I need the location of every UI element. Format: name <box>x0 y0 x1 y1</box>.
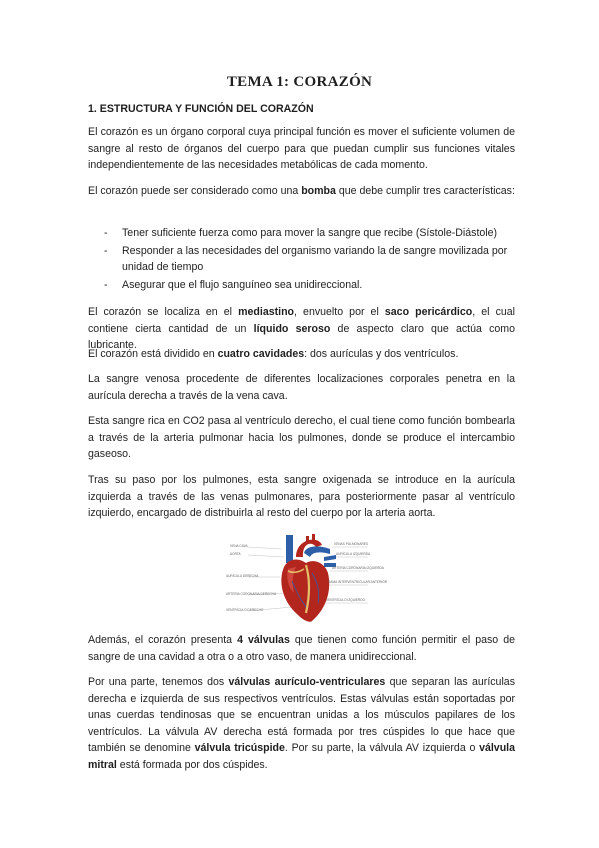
paragraph-valves: Además, el corazón presenta 4 válvulas que tienen como función permitir el paso de sangre de una cavidad a otra o a otro vaso, de manera unidireccional. <box>88 634 516 663</box>
list-item: - Asegurar que el flujo sanguíneo sea unidireccional. <box>104 278 363 291</box>
paragraph-location: El corazón se localiza en el mediastino, envuelto por el saco pericárdico, el cual contiene cierta cantidad de un líquido seroso de aspecto claro que actúa como lubricante. <box>88 306 516 352</box>
label-venas-pulmonares: VENAS PULMONARES <box>334 542 369 546</box>
section-heading: 1. ESTRUCTURA Y FUNCIÓN DEL CORAZÓN <box>88 103 314 115</box>
bold-term: líquido seroso <box>253 322 331 335</box>
label-arteria-coronaria-izquierda: ARTERIA CORONARIA IZQUIERDA <box>332 566 384 570</box>
paragraph-intro: El corazón es un órgano corporal cuya principal función es mover el suficiente volumen de sangre al resto de órganos del cuerpo para que puedan cumplir sus funciones vitales independientemente de las necesidades metabólicas de cada momento. <box>88 126 515 172</box>
label-rama-interventricular: RAMA INTERVENTRICULAR ANTERIOR <box>328 580 388 584</box>
label-arteria-coronaria-derecha: ARTERIA CORONARIA DERECHA <box>226 592 277 596</box>
bold-term: válvula mitral <box>88 742 516 771</box>
label-ventriculo-izquierdo: VENTRÍCULO IZQUIERDO <box>326 598 366 602</box>
bold-term: mediastino <box>238 306 295 318</box>
list-item: - Responder a las necesidades del organismo variando la de sangre movilizada por unidad de tiempo <box>104 244 508 274</box>
label-auricula-izquierda: AURÍCULA IZQUIERDA <box>336 552 371 556</box>
paragraph-bomba: El corazón puede ser considerado como una bomba que debe cumplir tres características: <box>88 185 515 197</box>
heart-illustration <box>226 533 388 625</box>
label-auricula-derecha: AURÍCULA DERECHA <box>226 574 259 578</box>
characteristics-list <box>88 225 515 293</box>
label-vena-cava: VENA CAVA <box>230 544 248 548</box>
page-title: TEMA 1: CORAZÓN <box>226 74 373 90</box>
bold-term: válvulas aurículo-ventriculares <box>228 676 386 688</box>
bold-term: 4 válvulas <box>237 634 290 646</box>
paragraph-lungs: Tras su paso por los pulmones, esta sangre oxigenada se introduce en la aurícula izquierda a través de las venas pulmonares, para posteriormente pasar al ventrículo izquierdo, encargado de distribuirla al resto del cuerpo por la arteria aorta. <box>88 474 515 520</box>
paragraph-cavities: El corazón está dividido en cuatro cavidades: dos aurículas y dos ventrículos. <box>88 348 459 360</box>
paragraph-venous: La sangre venosa procedente de diferentes localizaciones corporales penetra en la aurícula derecha a través de la vena cava. <box>88 373 515 402</box>
paragraph-av-valves: Por una parte, tenemos dos válvulas aurículo-ventriculares que separan las aurículas derecha e izquierda de sus respectivos ventrículos. Estas válvulas están soportadas por unas cuerdas tendinosas que se encuentran unidas a los músculos papilares de los ventrículos. La válvula AV derecha está formada por tres cúspides lo que hace que también se denomine válvula tricúspide. Por su parte, la válvula AV izquierda o válvula mitral está formada por dos cúspides. <box>88 676 516 771</box>
bold-term: cuatro cavidades <box>217 348 305 360</box>
paragraph-right-ventricle: Esta sangre rica en CO2 pasa al ventrículo derecho, el cual tiene como función bombearla a través de la arteria pulmonar hacia los pulmones, donde se produce el intercambio gaseoso. <box>88 415 515 461</box>
label-aorta: AORTA <box>230 552 241 556</box>
bold-term: saco pericárdico <box>384 306 473 318</box>
bold-term: bomba <box>301 185 336 197</box>
vena-cava-shape <box>286 535 293 563</box>
label-ventriculo-derecho: VENTRÍCULO DERECHO <box>226 608 264 612</box>
list-item: - Tener suficiente fuerza como para mover la sangre que recibe (Sístole-Diástole) <box>104 227 498 239</box>
bold-term: válvula tricúspide <box>194 742 285 755</box>
pulmonary-artery-shape <box>304 546 330 557</box>
